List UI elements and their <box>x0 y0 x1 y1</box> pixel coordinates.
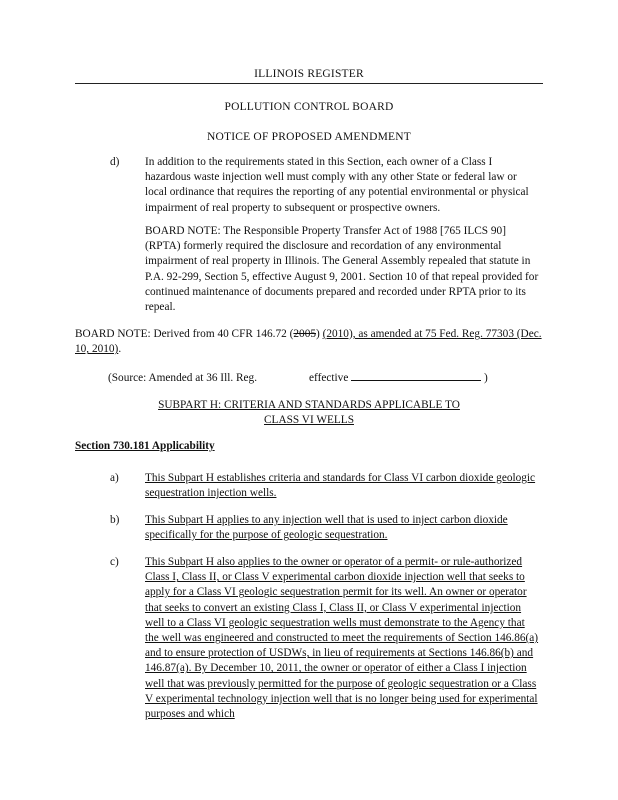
source-suffix: ) <box>484 372 488 384</box>
register-title: ILLINOIS REGISTER <box>254 68 364 80</box>
header-rule <box>75 83 543 84</box>
item-a-text <box>145 471 540 501</box>
board-note-derived <box>75 327 543 357</box>
notice-title: NOTICE OF PROPOSED AMENDMENT <box>207 131 411 143</box>
para-d-label: d) <box>110 156 120 168</box>
subpart-heading-line1: SUBPART H: CRITERIA AND STANDARDS APPLICABLE TO <box>158 399 460 411</box>
subpart-heading-line2: CLASS VI WELLS <box>264 414 354 426</box>
source-prefix: (Source: Amended at 36 Ill. Reg. <box>108 372 258 384</box>
added-citation: (2010), as amended at 75 Fed. Reg. 77303 (Dec. 10, 2010) <box>75 328 542 356</box>
item-b-text <box>145 513 540 543</box>
item-c-text <box>145 555 540 722</box>
item-c-underlined: This Subpart H also applies to the owner or operator of a permit- or rule-authorized Class I, Class II, or Class V experimental carbon dioxide injection well that seeks to apply for a Class VI geologic sequestration permit for its well. An owner or operator that seeks to convert an existing Class I, Class II, or Class V experimental injection well to a Class VI geologic sequestration wells must demonstrate to the Agency that the well was engineered and constructed to meet the requirements of Section 146.86(a) and to ensure protection of USDWs, in lieu of requirements at Sections 146.86(b) and 146.87(a). By December 10, 2011, the owner or operator of either a Class I injection well that was previously permitted for the purpose of geologic sequestration or a Class V experimental technology injection well that is no longer being used for experimental purposes and which <box>145 556 539 721</box>
source-effective: effective <box>309 372 349 384</box>
para-d-text: In addition to the requirements stated in this Section, each owner of a Class I hazardous waste injection well must comply with any other State or federal law or local ordinance that requires the reporting of any potential environmental or physical impairment of real property to subsequent or prospective owners. <box>145 156 529 214</box>
effective-date-blank <box>351 370 481 381</box>
item-b-underlined: This Subpart H applies to any injection well that is used to inject carbon dioxide specifically for the purpose of geologic sequestration. <box>145 514 508 542</box>
item-c-label: c) <box>110 556 119 568</box>
board-note-derived-mid: ) <box>316 328 323 340</box>
item-a-label: a) <box>110 472 119 484</box>
item-a-underlined: This Subpart H establishes criteria and standards for Class VI carbon dioxide geologic sequestration injection wells. <box>145 472 536 500</box>
source-line <box>108 370 548 386</box>
struck-year: 2005 <box>293 328 316 340</box>
item-b-label: b) <box>110 514 120 526</box>
board-note-derived-suffix: . <box>118 343 122 356</box>
section-title: Section 730.181 Applicability <box>75 440 215 452</box>
board-note-derived-prefix: BOARD NOTE: Derived from 40 CFR 146.72 ( <box>75 328 294 340</box>
board-name: POLLUTION CONTROL BOARD <box>224 101 394 113</box>
board-note-rpta: BOARD NOTE: The Responsible Property Transfer Act of 1988 [765 ILCS 90] (RPTA) formerly required the disclosure and recordation of any environmental impairment of real property in Illinois. The General Assembly repealed that statute in P.A. 92-299, Section 5, effective August 9, 2001. Section 10 of that repeal provided for continued maintenance of documents prepared and recorded under RPTA prior to its repeal. <box>145 225 539 314</box>
